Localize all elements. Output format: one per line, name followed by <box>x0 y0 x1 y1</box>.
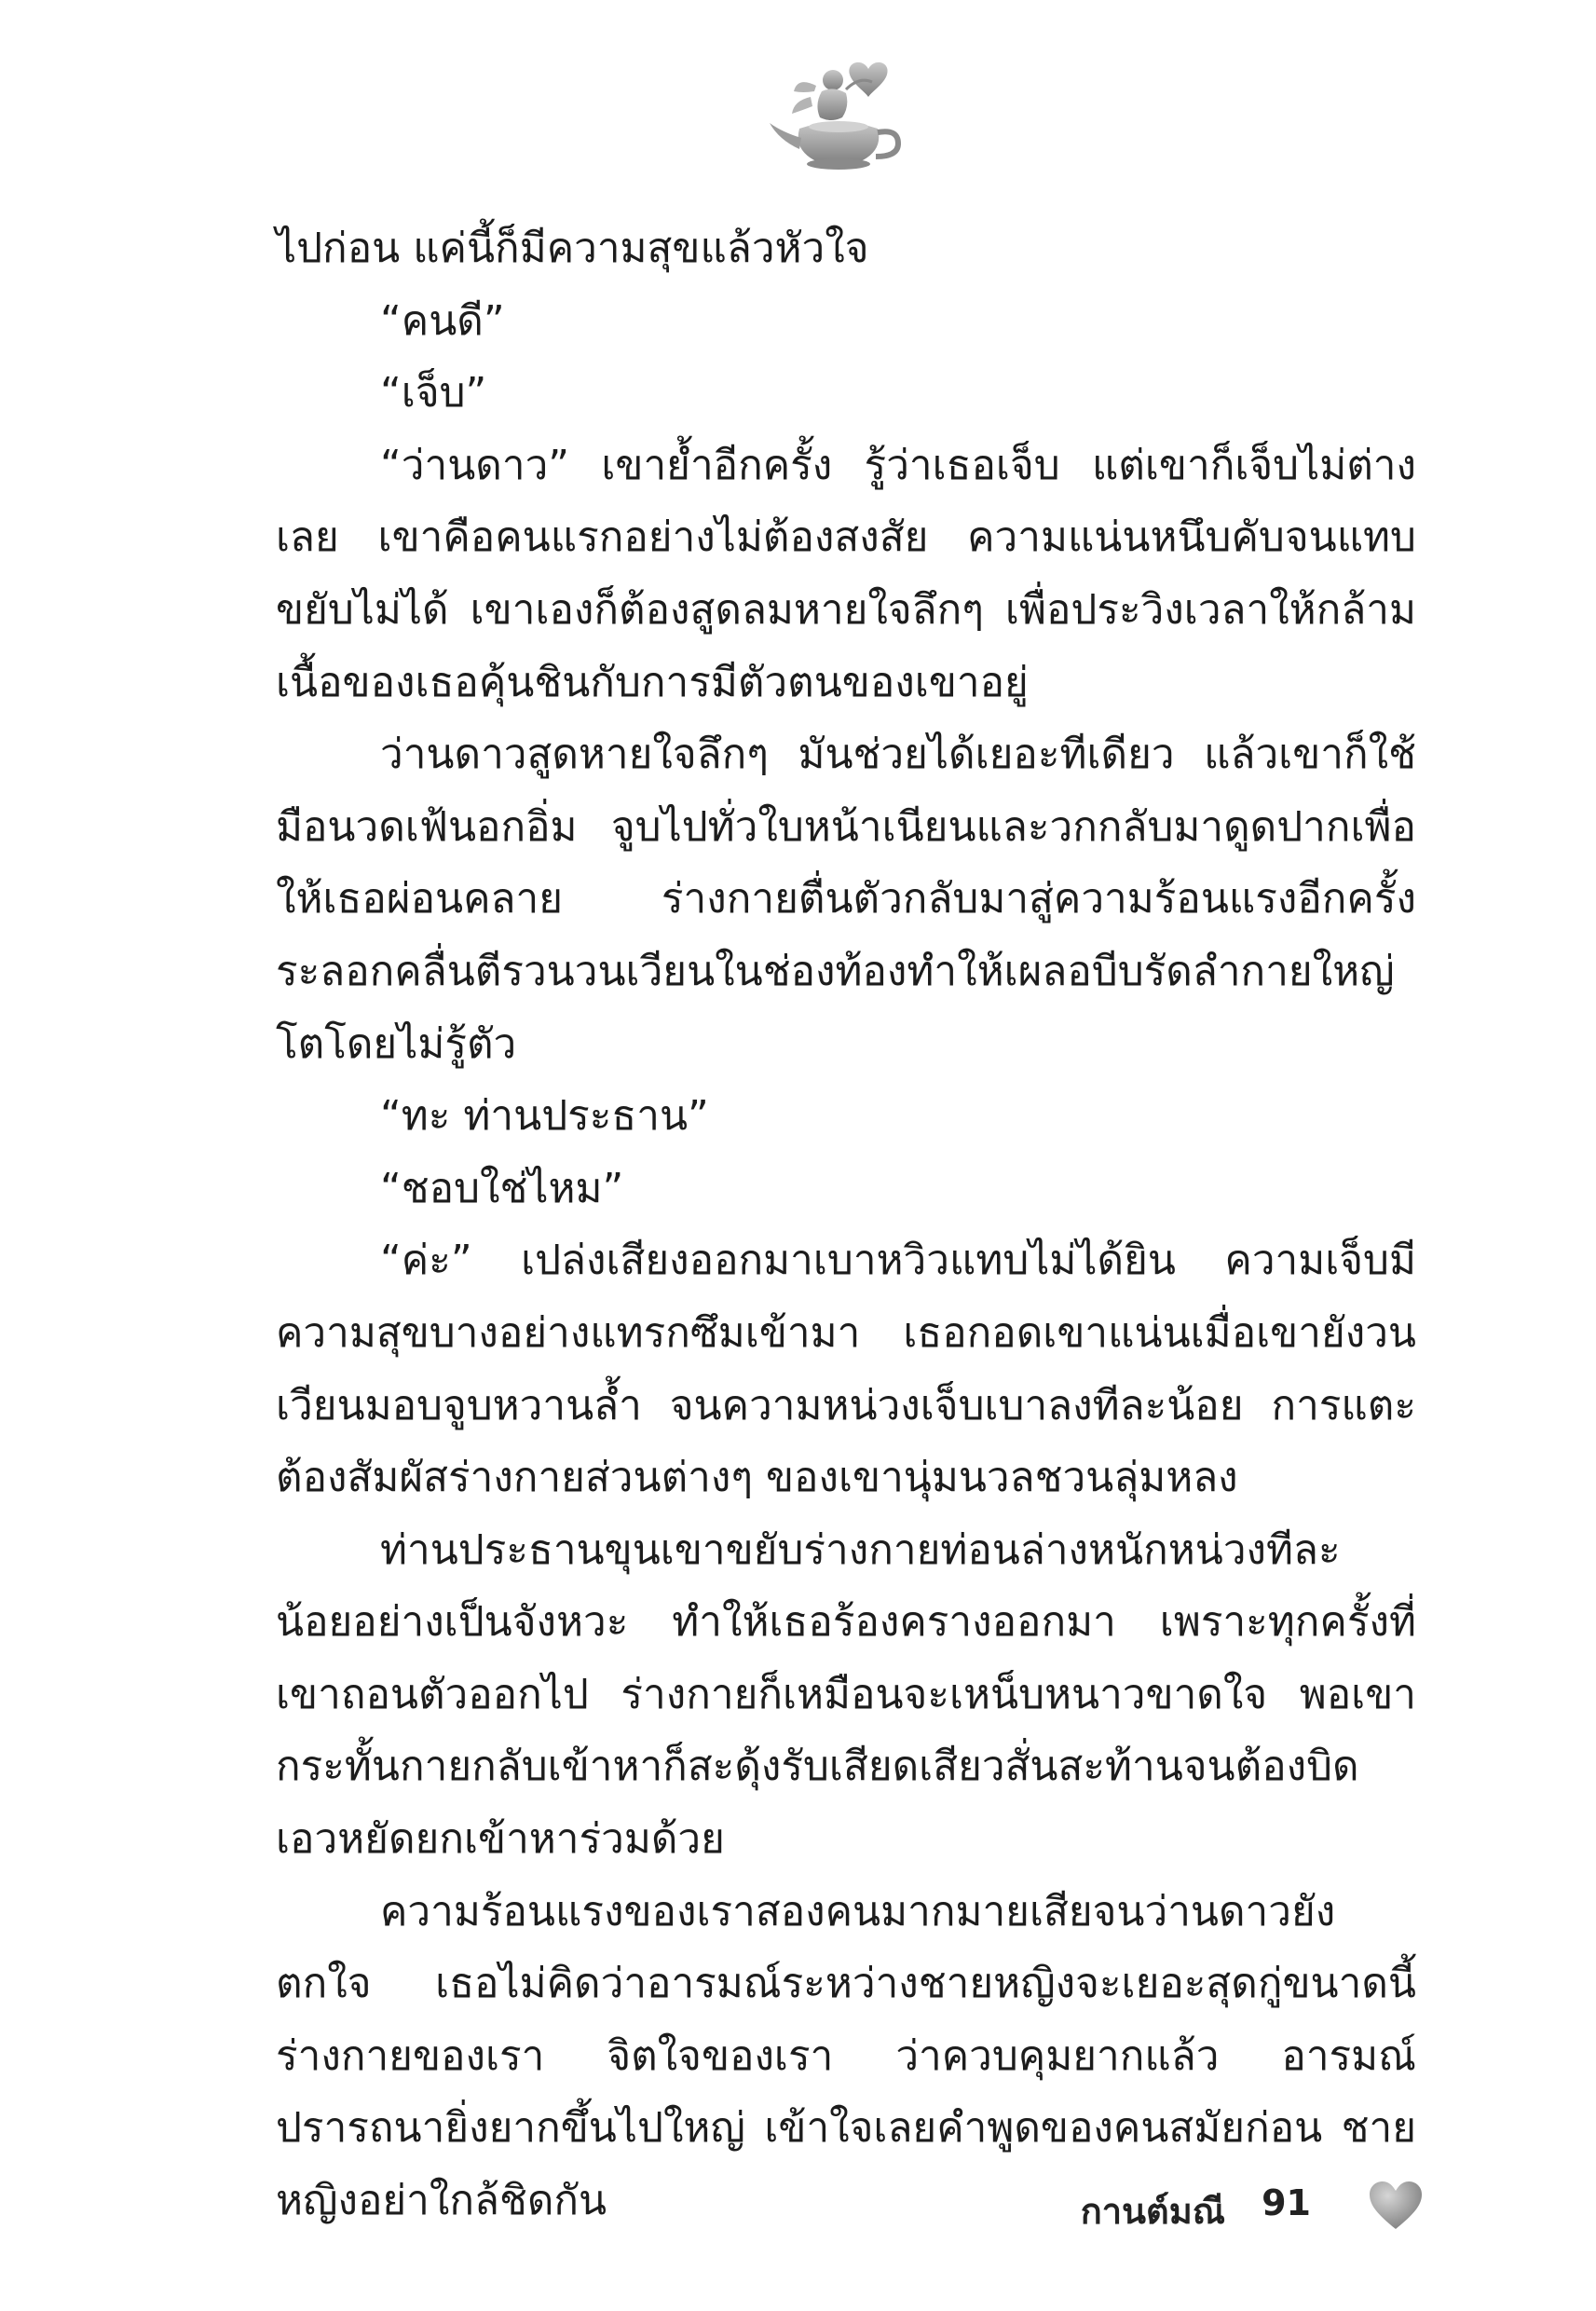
page-footer <box>0 2171 1596 2246</box>
paragraph: “ค่ะ” เปล่งเสียงออกมาเบาหวิวแทบไม่ได้ยิน ความเจ็บมีความสุขบางอย่างแทรกซึมเข้ามา เธอกอดเขาแน่นเมื่อเขายังวนเวียนมอบจูบหวานล้ำ จนความหน่วงเจ็บเบาลงทีละน้อย การแตะต้องสัมผัสร่างกายส่วนต่างๆ ของเขานุ่มนวลชวนลุ่มหลง <box>276 1237 1416 1502</box>
paragraph: ไปก่อน แค่นี้ก็มีความสุขแล้วหัวใจ <box>276 225 869 272</box>
paragraph: “ว่านดาว” เขาย้ำอีกครั้ง รู้ว่าเธอเจ็บ แต่เขาก็เจ็บไม่ต่างเลย เขาคือคนแรกอย่างไม่ต้องสงสัย ความแน่นหนึบคับจนแทบขยับไม่ได้ เขาเองก็ต้องสูดลมหายใจลึกๆ เพื่อประวิงเวลาให้กล้ามเนื้อของเธอคุ้นชินกับการมีตัวตนของเขาอยู่ <box>276 441 1416 706</box>
paragraph: ว่านดาวสูดหายใจลึกๆ มันช่วยได้เยอะทีเดียว แล้วเขาก็ใช้มือนวดเฟ้นอกอิ่ม จูบไปทั่วใบหน้าเนียนและวกกลับมาดูดปากเพื่อให้เธอผ่อนคลาย ร่างกายตื่นตัวกลับมาสู่ความร้อนแรงอีกครั้ง ระลอกคลื่นตีรวนวนเวียนในช่องท้องทำให้เผลอบีบรัดลำกายใหญ่โตโดยไม่รู้ตัว <box>276 731 1416 1068</box>
heart-icon <box>1368 2181 1424 2231</box>
paragraph: “ชอบใช่ไหม” <box>380 1164 624 1212</box>
paragraph: “คนดี” <box>380 296 505 345</box>
paragraph: “เจ็บ” <box>380 369 487 417</box>
running-footer-title: กานต์มณี <box>1080 2191 1225 2232</box>
paragraph: ท่านประธานขุนเขาขยับร่างกายท่อนล่างหนักหน่วงทีละน้อยอย่างเป็นจังหวะ ทำให้เธอร้องครางออกมา เพราะทุกครั้งที่เขาถอนตัวออกไป ร่างกายก็เหมือนจะเหน็บหนาวขาดใจ พอเขากระทั้นกายกลับเข้าหาก็สะดุ้งรับเสียดเสียวสั่นสะท้านจนต้องบิดเอวหยัดยกเข้าหาร่วมด้วย <box>276 1525 1416 1864</box>
paragraph: ความร้อนแรงของเราสองคนมากมายเสียจนว่านดาวยังตกใจ เธอไม่คิดว่าอารมณ์ระหว่างชายหญิงจะเยอะสุดกู่ขนาดนี้ ร่างกายของเรา จิตใจของเรา ว่าควบคุมยากแล้ว อารมณ์ปรารถนายิ่งยากขึ้นไปใหญ่ เข้าใจเลยคำพูดของคนสมัยก่อน ชายหญิงอย่าใกล้ชิดกัน <box>276 1887 1416 2225</box>
teapot-cupid-ornament-icon <box>764 48 913 179</box>
page-body <box>276 212 1416 2237</box>
page-number: 91 <box>1262 2182 1311 2223</box>
paragraph: “ทะ ท่านประธาน” <box>380 1092 709 1141</box>
